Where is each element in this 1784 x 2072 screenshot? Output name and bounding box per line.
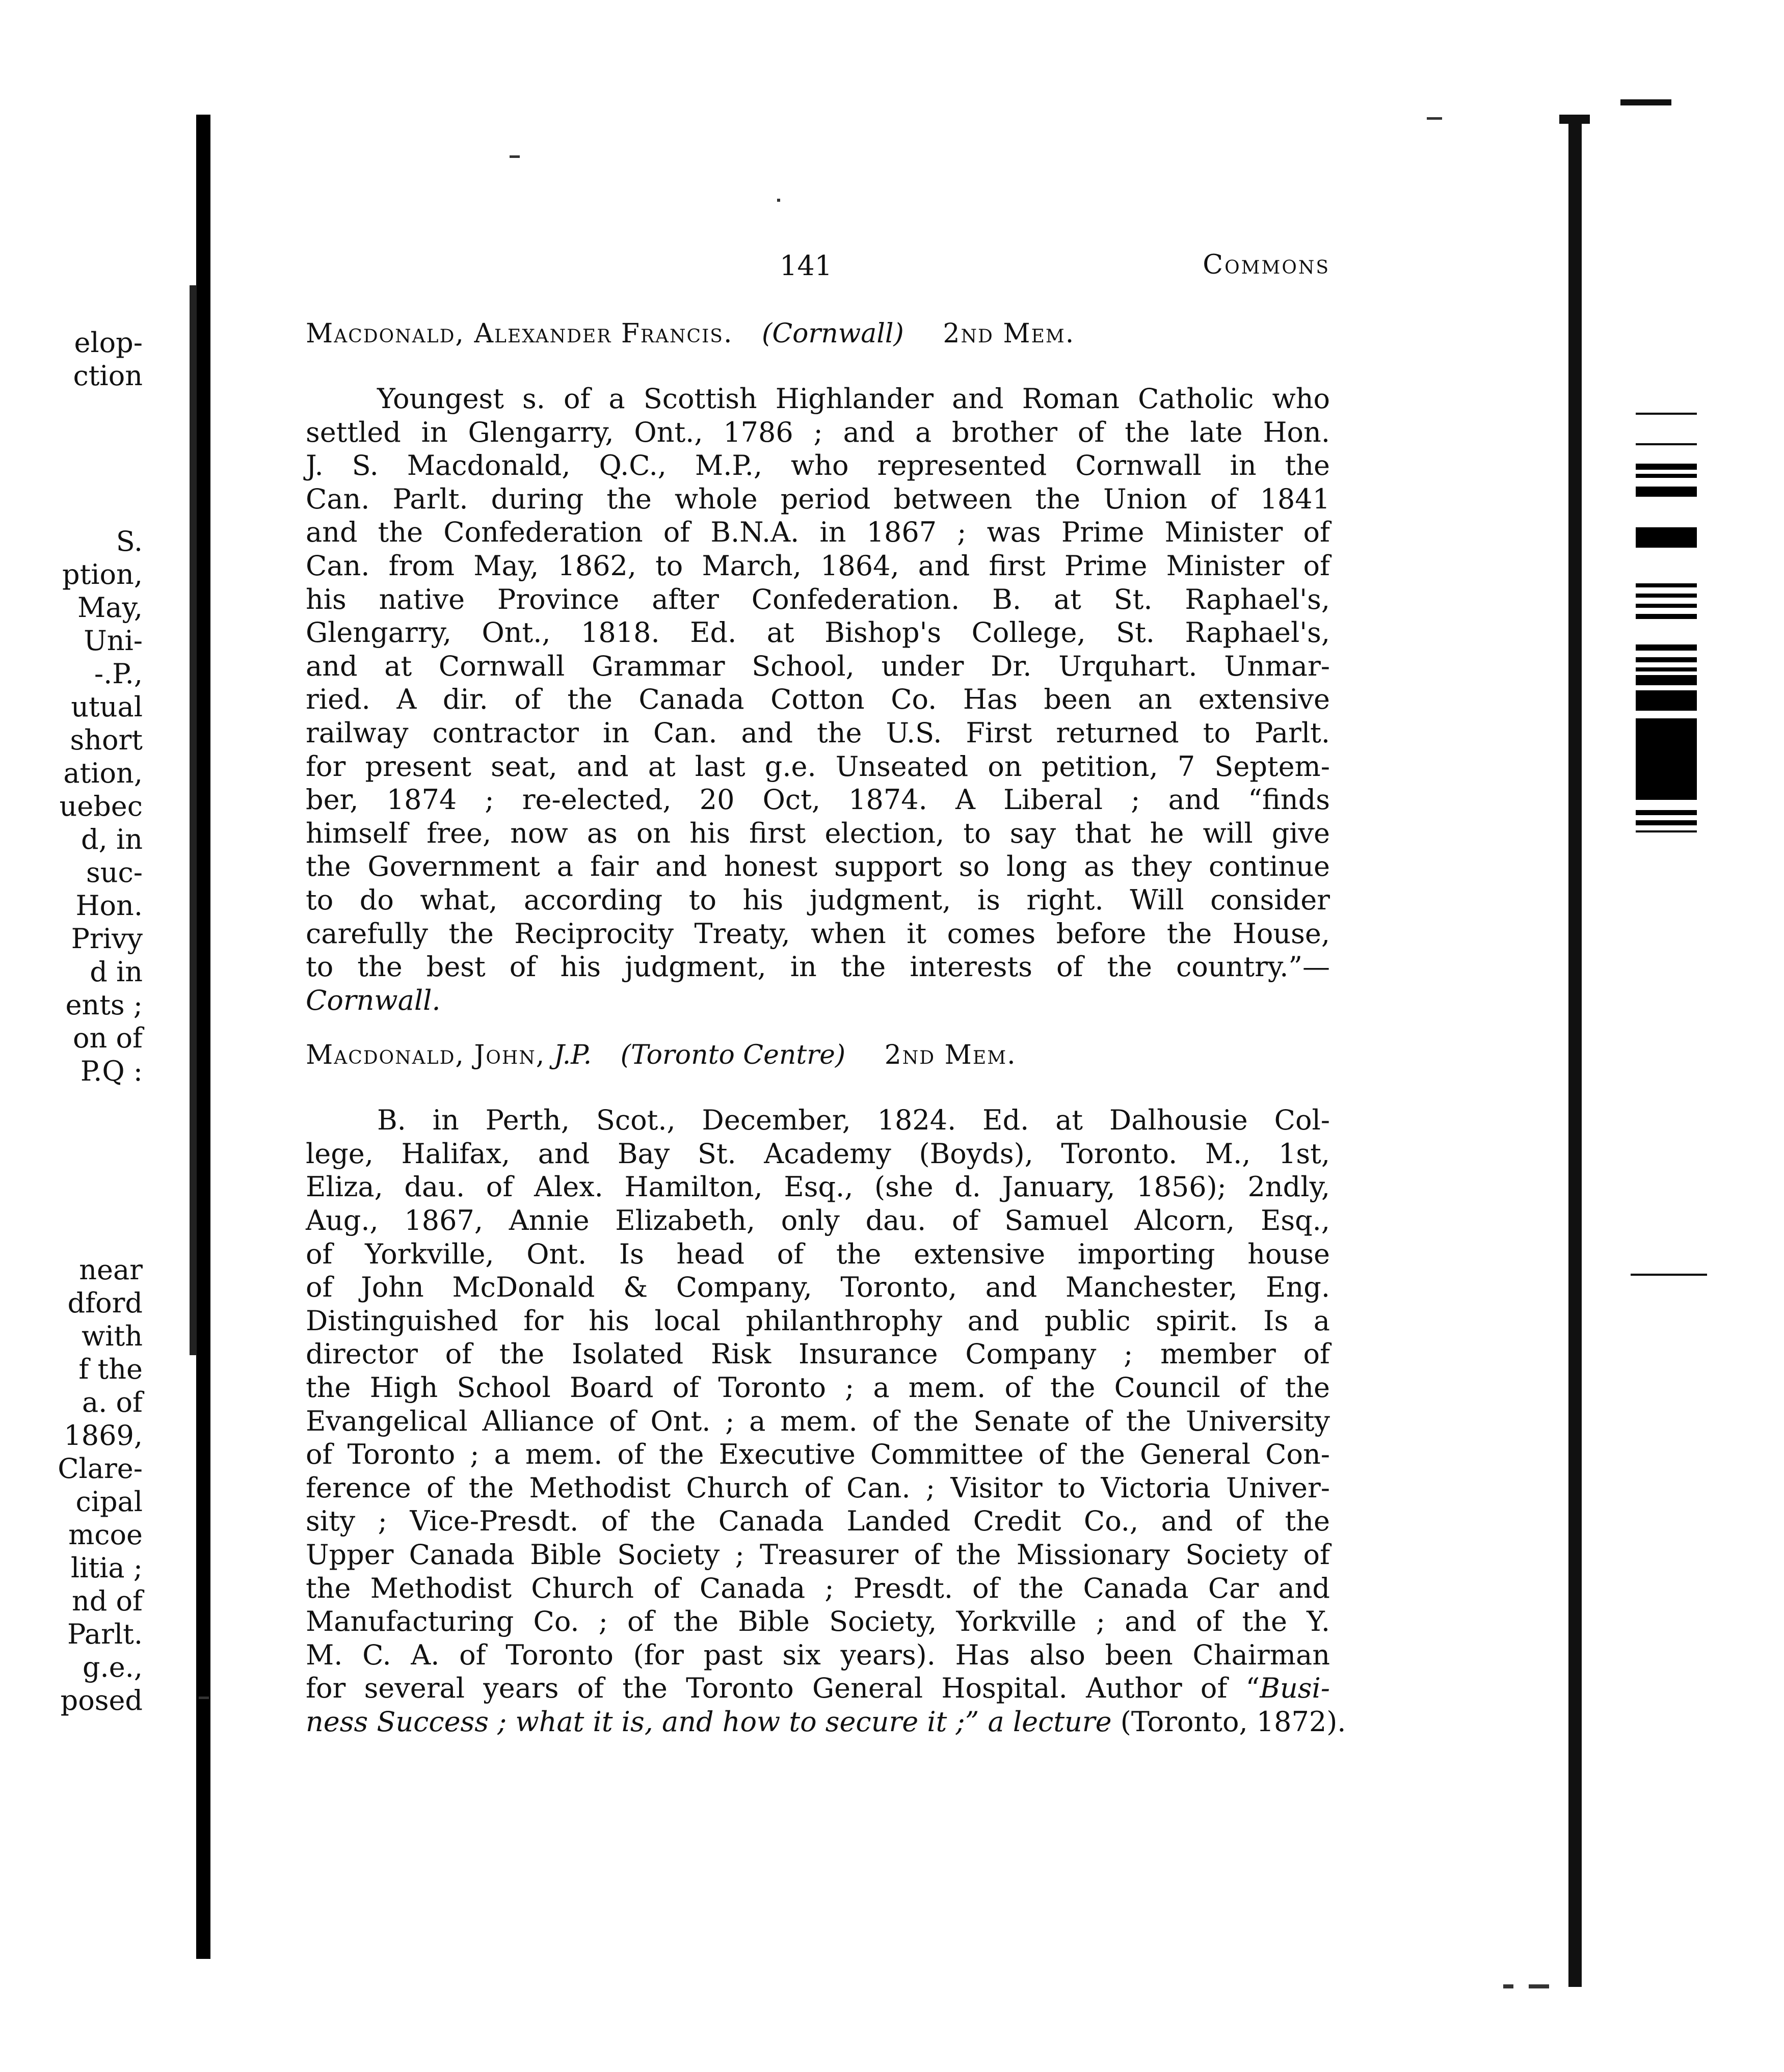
member-rank: 2nd Mem. [884,1040,1017,1071]
body-line: B. in Perth, Scot., December, 1824. Ed. at Dalhousie Col- [377,1104,1330,1137]
scan-speck [777,199,780,202]
fragment-line: dford [67,1287,143,1319]
scan-speck [199,1697,209,1699]
body-line: Evangelical Alliance of Ont. ; a mem. of the Senate of the University [306,1405,1330,1437]
body-line: J. S. Macdonald, Q.C., M.P., who represented Cornwall in the [306,449,1330,482]
fragment-line: Hon. [75,890,143,922]
body-line: the High School Board of Toronto ; a mem. of the Council of the [306,1371,1330,1404]
fragment-line: May, [77,591,143,624]
body-line: and the Confederation of B.N.A. in 1867 ; was Prime Minister of [306,516,1330,549]
scan-speck [1529,1984,1549,1988]
fragment-line: Clare- [58,1452,143,1485]
page-right-edge-cap [1559,115,1590,124]
fragment-line: d, in [81,823,143,855]
body-line: ference of the Methodist Church of Can. ; Visitor to Victoria Univer- [306,1471,1330,1504]
body-line: for present seat, and at last g.e. Unseated on petition, 7 Septem- [306,750,1330,783]
main-text-column [306,250,1346,1759]
fragment-line: Parlt. [67,1618,143,1650]
body-line: Distinguished for his local philanthrophy and public spirit. Is a [306,1304,1330,1337]
body-line: Youngest s. of a Scottish Highlander and Roman Catholic who [377,383,1330,415]
fragment-line: cipal [75,1486,143,1518]
body-line: of Toronto ; a mem. of the Executive Committee of the General Con- [306,1438,1330,1471]
body-line [306,1705,1346,1739]
fragment-line: short [70,724,143,756]
scan-speck [1427,117,1442,120]
fragment-line: a. of [82,1386,143,1418]
book-descriptor: a lecture [988,1705,1112,1738]
page-header [306,250,1330,295]
scan-speck [510,155,520,158]
body-line: sity ; Vice-Presdt. of the Canada Landed Credit Co., and of the [306,1505,1330,1538]
body-line: to do what, according to his judgment, is right. Will consider [306,883,1330,916]
body-line [306,1672,1330,1705]
body-line: his native Province after Confederation. B. at St. Raphael's, [306,583,1330,615]
body-line: of John McDonald & Company, Toronto, and Manchester, Eng. [306,1271,1330,1304]
body-line-text: for several years of the Toronto General Hospital. Author of “ [306,1672,1260,1705]
fragment-line: Uni- [84,625,143,657]
fragment-line: f the [78,1353,143,1385]
biography-entry [306,1037,1346,1738]
body-line: and at Cornwall Grammar School, under Dr. Urquhart. Unmar- [306,650,1330,682]
fragment-line: mcoe [68,1519,143,1551]
body-line: lege, Halifax, and Bay St. Academy (Boyds), Toronto. M., 1st, [306,1137,1330,1170]
fragment-line: d in [90,956,143,988]
body-line: Manufacturing Co. ; of the Bible Society, Yorkville ; and of the Y. [306,1605,1330,1638]
fragment-line: ption, [62,558,143,590]
fragment-line: g.e., [82,1651,143,1683]
constituency: (Toronto Centre) [620,1040,846,1071]
entry-body [306,1104,1346,1738]
body-line: railway contractor in Can. and the U.S. First returned to Parlt. [306,716,1330,749]
body-line: director of the Isolated Risk Insurance Company ; member of [306,1338,1330,1370]
member-name: Macdonald, Alexander Francis. [306,318,733,349]
book-title-part: ness Success ; what it is, and how to secure it ;” [306,1705,979,1738]
fragment-line: litia ; [70,1552,143,1584]
entry-heading [306,316,1330,352]
page-number: 141 [780,250,833,282]
fragment-line: near [79,1254,143,1286]
member-rank: 2nd Mem. [943,318,1075,349]
binding-gutter-edge [190,285,197,1355]
book-imprint: (Toronto, 1872). [1120,1705,1346,1738]
fragment-line: elop- [74,327,143,359]
fragment-line: nd of [71,1585,143,1617]
fragment-line: -.P., [94,658,143,690]
fragment-line: on of [73,1022,143,1054]
member-title: J.P. [553,1040,592,1071]
binding-gutter-shadow [196,115,210,1959]
fragment-line: P.Q : [80,1055,143,1087]
body-line: of Yorkville, Ont. Is head of the extensive importing house [306,1237,1330,1270]
fragment-line: utual [71,691,143,723]
biography-entry [306,316,1330,1017]
quote-source: Cornwall. [306,984,441,1016]
body-line: settled in Glengarry, Ont., 1786 ; and a brother of the late Hon. [306,416,1330,448]
body-line: Glengarry, Ont., 1818. Ed. at Bishop's College, St. Raphael's, [306,616,1330,649]
body-line: ber, 1874 ; re-elected, 20 Oct, 1874. A Liberal ; and “finds [306,784,1330,816]
fragment-line: posed [60,1684,143,1716]
body-line: Aug., 1867, Annie Elizabeth, only dau. of Samuel Alcorn, Esq., [306,1204,1330,1237]
corner-mark [1620,99,1671,105]
entry-body [306,382,1330,1017]
member-name: Macdonald, John, [306,1040,546,1071]
body-line: Upper Canada Bible Society ; Treasurer of the Missionary Society of [306,1539,1330,1571]
fragment-line: 1869, [64,1419,143,1451]
fragment-line: ction [73,360,143,392]
body-line: Can. from May, 1862, to March, 1864, and first Prime Minister of [306,549,1330,582]
body-line: Can. Parlt. during the whole period between the Union of 1841 [306,482,1330,515]
scan-speck [1503,1984,1513,1988]
fragment-line: S. [116,525,143,557]
body-line: ried. A dir. of the Canada Cotton Co. Has been an extensive [306,683,1330,716]
fragment-line: uebec [59,790,143,822]
entry-heading [306,1037,1330,1073]
body-line: to the best of his judgment, in the interests of the country.”— [306,951,1330,983]
fragment-line: suc- [86,856,143,889]
body-line: the Methodist Church of Canada ; Presdt. of the Canada Car and [306,1572,1330,1604]
fragment-line: with [82,1320,143,1352]
body-line: M. C. A. of Toronto (for past six years). Has also been Chairman [306,1638,1330,1671]
body-line: carefully the Reciprocity Treaty, when it comes before the House, [306,917,1330,950]
facing-page-text-fragment [10,326,143,1717]
fragment-line: ents ; [65,989,143,1021]
constituency: (Cornwall) [762,318,904,349]
fragment-line: Privy [71,923,143,955]
body-line: the Government a fair and honest support so long as they continue [306,850,1330,883]
book-title-part: Busi- [1260,1672,1330,1705]
body-line: himself free, now as on his first election, to say that he will give [306,817,1330,849]
page-right-edge [1568,117,1582,1987]
body-line: Eliza, dau. of Alex. Hamilton, Esq., (she d. January, 1856); 2ndly, [306,1171,1330,1203]
section-name: Commons [1203,250,1330,280]
edge-rule-mark [1631,1274,1707,1276]
fragment-line: ation, [63,757,143,789]
